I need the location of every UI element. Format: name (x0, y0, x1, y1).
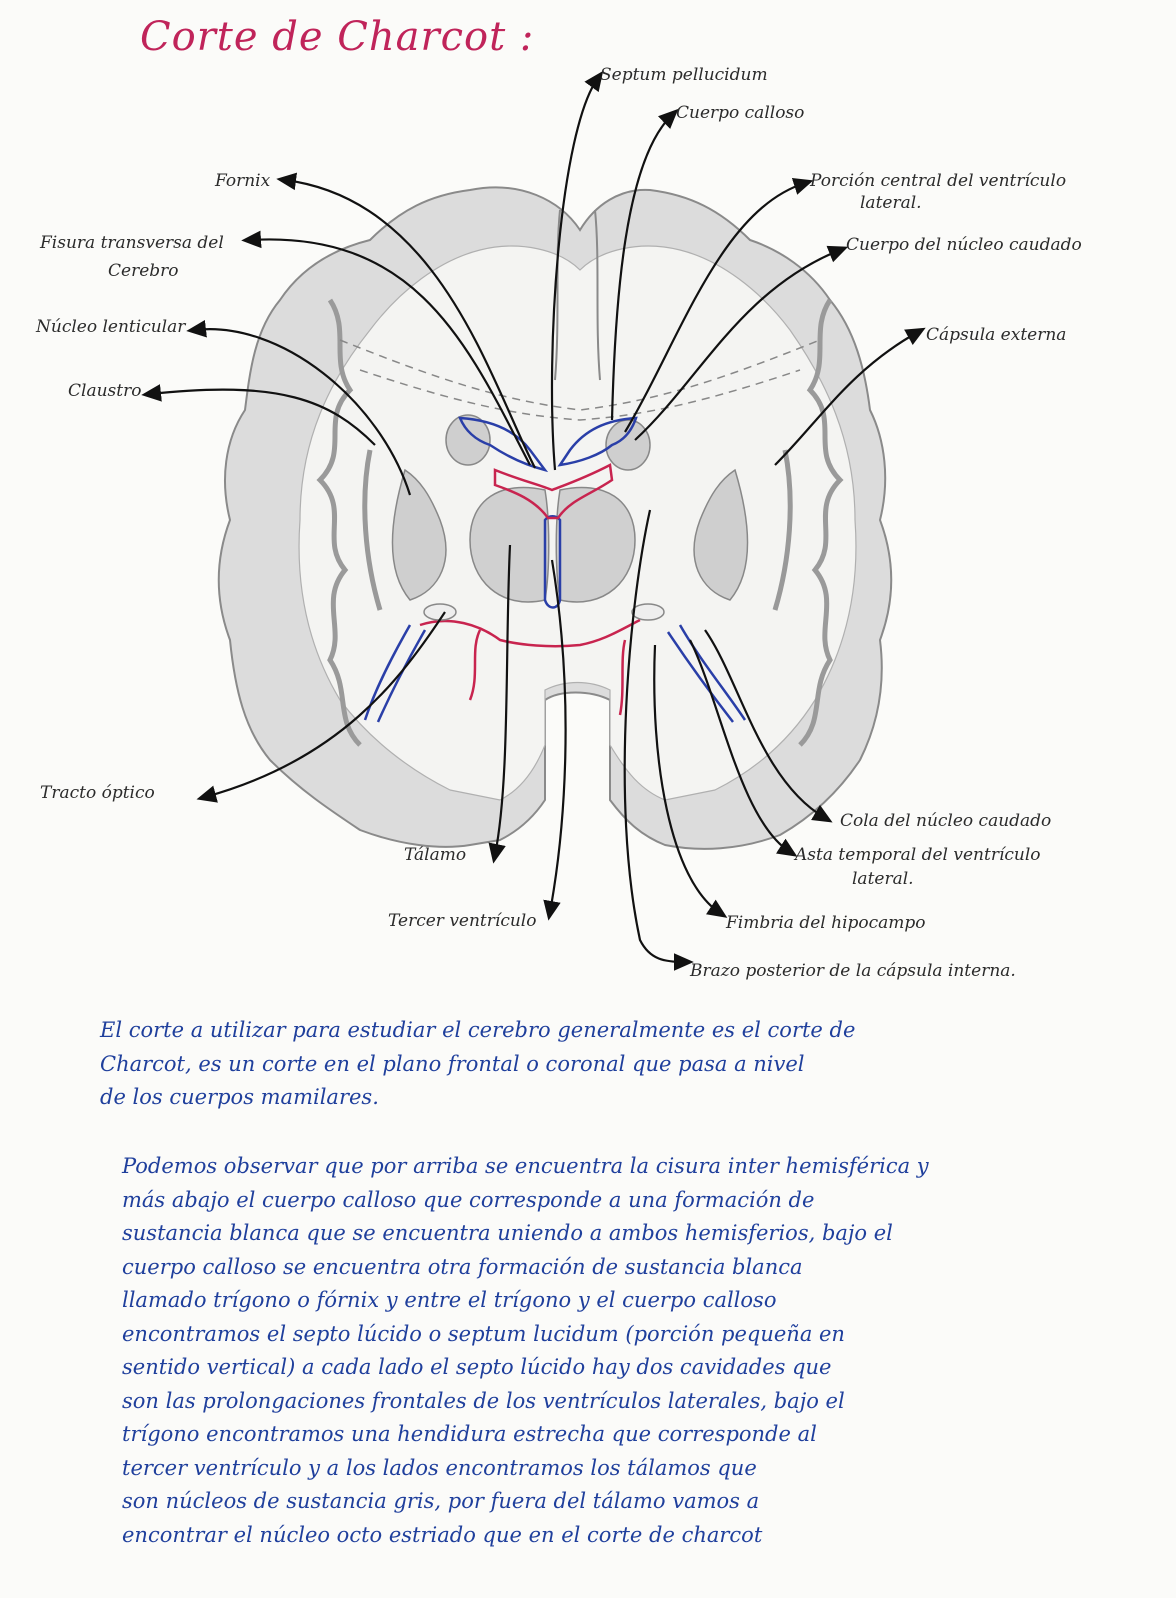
page-title: Corte de Charcot : (140, 14, 535, 60)
paragraph-line: sustancia blanca que se encuentra uniendo a ambos hemisferios, bajo el (122, 1221, 893, 1245)
label-claustro: Claustro (68, 381, 142, 401)
paragraph-line: de los cuerpos mamilares. (100, 1085, 379, 1109)
label-porcion-central-2: lateral. (860, 193, 922, 213)
paragraph-line: trígono encontramos una hendidura estrecha que corresponde al (122, 1422, 817, 1446)
optic-tract-right (632, 604, 664, 620)
paragraph-line: tercer ventrículo y a los lados encontramos los tálamos que (122, 1455, 757, 1480)
paragraph-line: son las prolongaciones frontales de los ventrículos laterales, bajo el (122, 1388, 845, 1413)
label-fisura-1: Fisura transversa del (40, 233, 224, 253)
label-nucleo-lenticular: Núcleo lenticular (36, 317, 186, 337)
paragraph-line: son núcleos de sustancia gris, por fuera del tálamo vamos a (122, 1489, 760, 1513)
paragraph-line: Charcot, es un corte en el plano frontal o coronal que pasa a nivel (100, 1051, 805, 1076)
label-fimbria: Fimbria del hipocampo (726, 913, 926, 933)
label-porcion-central-1: Porción central del ventrículo (810, 171, 1067, 191)
label-fisura-2: Cerebro (108, 261, 179, 281)
label-cuerpo-calloso: Cuerpo calloso (676, 103, 805, 123)
label-brazo-posterior: Brazo posterior de la cápsula interna. (690, 961, 1016, 981)
label-capsula-externa: Cápsula externa (926, 325, 1067, 345)
label-tracto-optico: Tracto óptico (40, 783, 155, 803)
paragraph-line: encontrar el núcleo octo estriado que en el corte de charcot (122, 1522, 763, 1547)
paragraph-line: sentido vertical) a cada lado el septo lúcido hay dos cavidades que (122, 1355, 832, 1379)
label-talamo: Tálamo (404, 845, 467, 865)
label-asta-temporal-1: Asta temporal del ventrículo (795, 845, 1041, 865)
paragraph-intro (100, 1014, 1100, 1115)
paragraph-line: Podemos observar que por arriba se encuentra la cisura inter hemisférica y (122, 1154, 929, 1178)
paragraph-line: El corte a utilizar para estudiar el cerebro generalmente es el corte de (100, 1018, 856, 1042)
label-cuerpo-caudado: Cuerpo del núcleo caudado (846, 235, 1082, 255)
paragraph-description (122, 1150, 1122, 1552)
label-septum-pellucidum: Septum pellucidum (600, 65, 768, 85)
paragraph-line: llamado trígono o fórnix y entre el trígono y el cuerpo calloso (122, 1288, 777, 1312)
label-fornix: Fornix (215, 171, 271, 191)
label-asta-temporal-2: lateral. (852, 869, 914, 889)
paragraph-line: cuerpo calloso se encuentra otra formación de sustancia blanca (122, 1254, 803, 1279)
paragraph-line: más abajo el cuerpo calloso que corresponde a una formación de (122, 1187, 815, 1212)
paragraph-line: encontramos el septo lúcido o septum lucidum (porción pequeña en (122, 1321, 845, 1346)
label-cola-caudado: Cola del núcleo caudado (840, 811, 1052, 831)
label-tercer-ventriculo: Tercer ventrículo (388, 911, 537, 931)
